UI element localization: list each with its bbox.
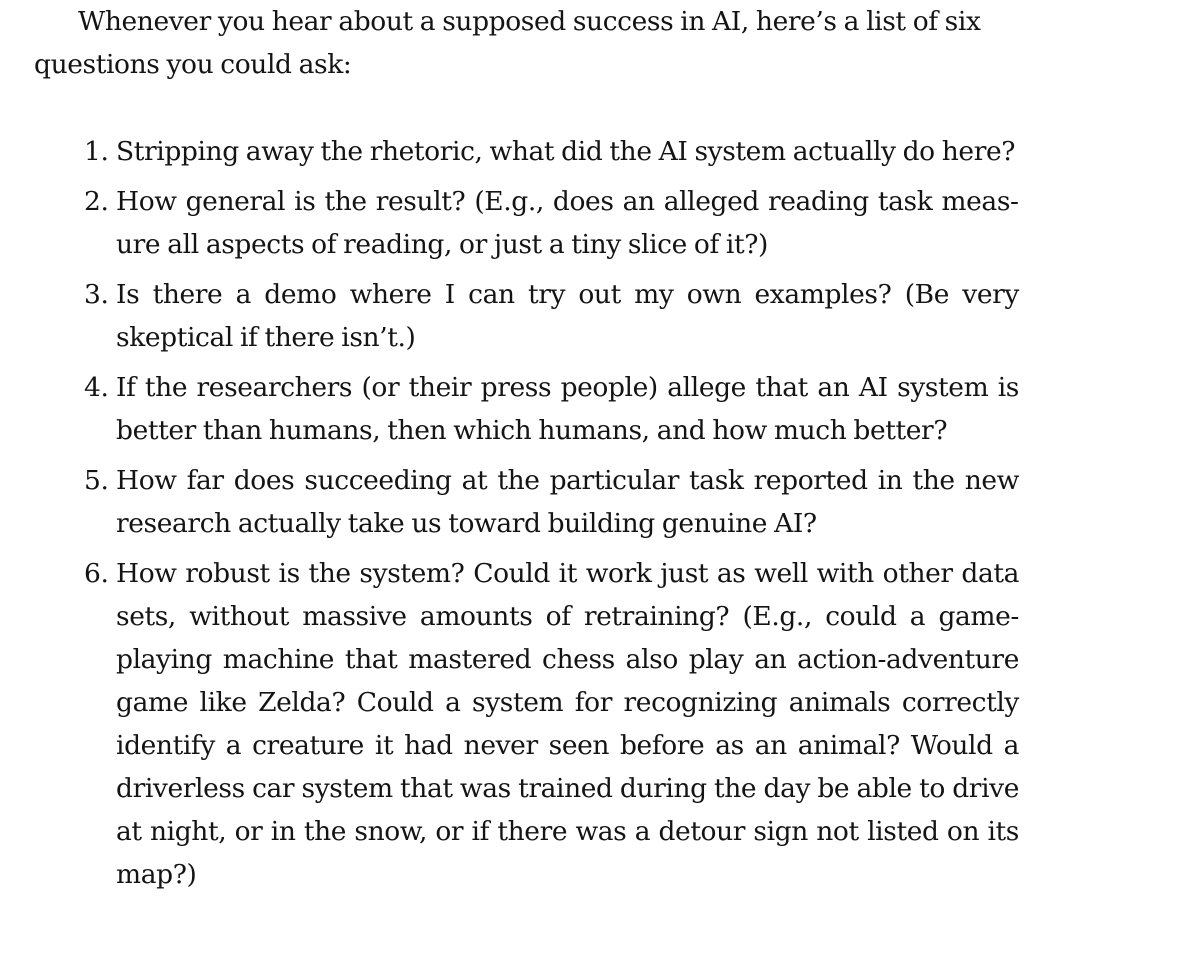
list-item-text: Is there a demo where I can try out my own examples? (Be very skeptical if there isn’t.): [116, 279, 1019, 353]
list-item-number: 6.: [84, 558, 109, 589]
list-item-number: 1.: [84, 136, 109, 167]
questions-list: [84, 130, 1019, 903]
list-item-number: 5.: [84, 465, 109, 496]
document-page: [34, 0, 1024, 890]
list-item-text: How far does succeeding at the particular task reported in the new research actually take us toward building genuine AI?: [116, 465, 1019, 539]
list-item: [84, 459, 1019, 545]
list-item-text: Stripping away the rhetoric, what did the AI system actually do here?: [116, 136, 1016, 167]
list-item-number: 2.: [84, 186, 109, 217]
list-item: [84, 130, 1019, 173]
list-item-number: 3.: [84, 279, 109, 310]
list-item-number: 4.: [84, 372, 109, 403]
list-item: [84, 273, 1019, 359]
intro-paragraph: Whenever you hear about a supposed success in AI, here’s a list of six questions you could ask:: [34, 6, 981, 80]
list-item-text: If the researchers (or their press people) allege that an AI system is better than humans, then which humans, and how much better?: [116, 372, 1019, 446]
list-item: [84, 366, 1019, 452]
list-item: [84, 180, 1019, 266]
list-item-text: How robust is the system? Could it work just as well with other data sets, without massive amounts of retraining? (E.g., could a game-playing machine that mastered chess also play an action-adventure game like Zelda? Could a system for recognizing animals correctly identify a creature it had never seen before as an animal? Would a driverless car system that was trained during the day be able to drive at night, or in the snow, or if there was a detour sign not listed on its map?): [116, 558, 1019, 890]
list-item-text: How general is the result? (E.g., does an alleged reading task measure all aspects of reading, or just a tiny slice of it?): [116, 186, 1019, 260]
list-item: [84, 552, 1019, 896]
